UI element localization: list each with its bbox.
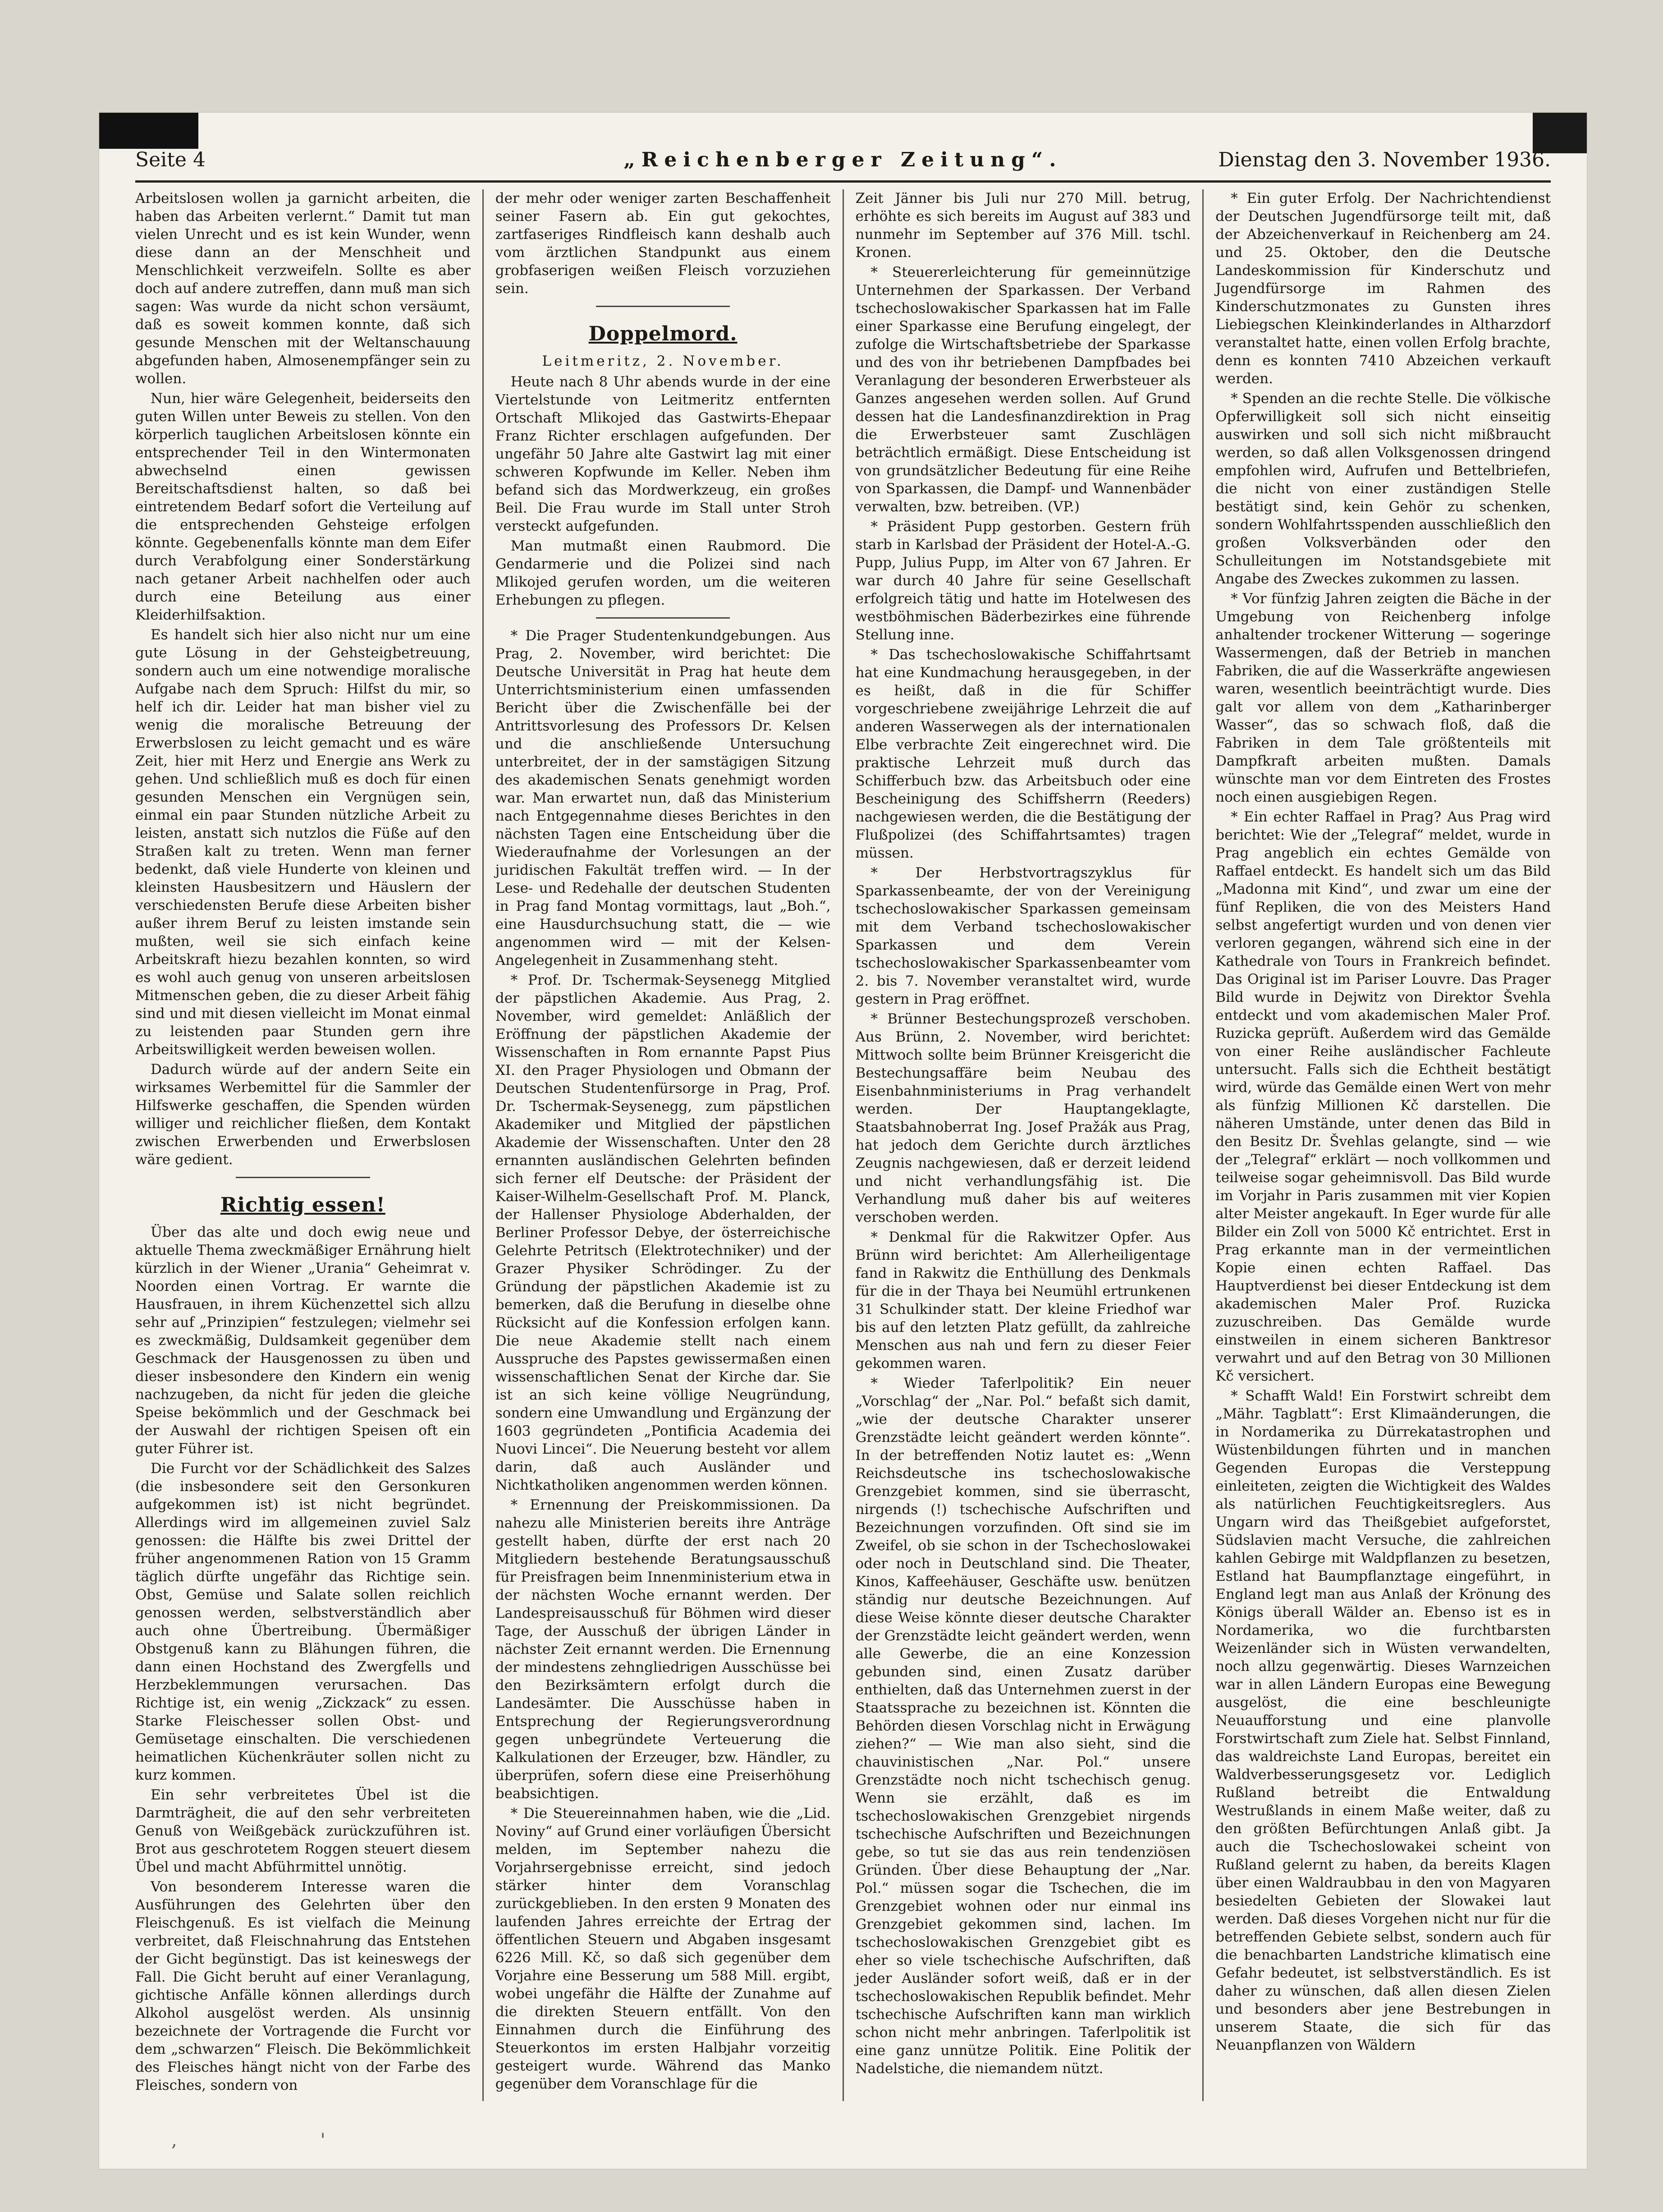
news-item: * Ein echter Raffael in Prag? Aus Prag wird berichtet: Wie der „Telegraf“ meldet, wurde in Prag angeblich ein echtes Gemälde von Raffael entdeckt. Es handelt sich um das Bild „Madonna mit Kind“, und zwar um eine der fünf Repliken, die von des Meisters Hand selbst angefertigt wurden und von denen vier verloren gegangen, während sich eine in der Kathedrale von Tours in Frankreich befindet. Das Original ist im Pariser Louvre. Das Prager Bild wurde in Dejwitz von Direktor Švehla entdeckt und vom akademischen Maler Prof. Ruzicka geprüft. Außerdem wird das Gemälde von einer Reihe ausländischer Fachleute untersucht. Falls sich die Echtheit bestätigt wird, würde das Gemälde einen Wert von mehr als fünfzig Millionen Kč darstellen. Die näheren Umstände, unter denen das Bild in den Besitz Dr. Švehlas gelangte, sind — wie der „Telegraf“ erklärt — noch vollkommen und teilweise sogar geheimnisvoll. Das Bild wurde im Vorjahr in Paris zusammen mit vier Kopien alter Meister angekauft. In Eger wurde für alle Bilder ein Zoll von 5000 Kč entrichtet. Erst in Prag erkannte man in der vermeintlichen Kopie einen echten Raffael. Das Hauptverdienst bei dieser Entdeckung ist dem akademischen Maler Prof. Ruzicka zuzuschreiben. Das Gemälde wurde einstweilen in einem sicheren Banktresor verwahrt und auf den Betrag von 30 Millionen Kč versichert. [1215,809,1551,1384]
page-number: Seite 4 [135,148,206,171]
news-item: * Brünner Bestechungsprozeß verschoben. Aus Brünn, 2. November, wird berichtet: Mittwoch sollte beim Brünner Kreisgericht die Bestechungsaffäre beim Neubau des Eisenbahnministeriums in Prag verhandelt werden. Der Hauptangeklagte, Staatsbahnoberrat Ing. Josef Pražák aus Prag, hat jedoch dem Gerichte durch ärztliches Zeugnis nachgewiesen, daß er derzeit leidend und nicht verhandlungsfähig ist. Die Verhandlung muß daher bis auf weiteres verschoben werden. [855,1011,1191,1225]
divider [596,617,730,619]
column-4 [1202,189,1551,2101]
paragraph: Ein sehr verbreitetes Übel ist die Darmträgheit, die auf den sehr verbreiteten Genuß von Weißgebäck zurückzuführen ist. Brot aus geschrotetem Roggen steuert diesem Übel und macht Abführmittel unnötig. [135,1787,471,1875]
news-item: * Die Steuereinnahmen haben, wie die „Lid. Noviny“ auf Grund einer vorläufigen Übersicht melden, im September nahezu die Vorjahrsergebnisse erreicht, sind jedoch stärker hinter dem Voranschlag zurückgeblieben. In den ersten 9 Monaten des laufenden Jahres erreichte der Ertrag der öffentlichen Steuern und Abgaben insgesamt 6226 Mill. Kč, so daß sich gegenüber dem Vorjahre eine Besserung um 588 Mill. ergibt, wobei ungefähr die Hälfte der Zunahme auf die direkten Steuern entfällt. Von den Einnahmen durch die Einführung des Steuerkontos im ersten Halbjahr vorzeitig gesteigert wurde. Während das Manko gegenüber dem Voranschlage für die [495,1805,831,2092]
paragraph: Zeit Jänner bis Juli nur 270 Mill. betrug, erhöhte es sich bereits im August auf 383 und nunmehr im September auf 376 Mill. tschl. Kronen. [855,190,1191,261]
page-header [135,140,1551,183]
paragraph: Nun, hier wäre Gelegenheit, beiderseits den guten Willen unter Beweis zu stellen. Von den körperlich tauglichen Arbeitslosen könnte ein entsprechender Teil in den Wintermonaten abwechselnd einen gewissen Bereitschaftsdienst halten, so daß bei eintretendem Bedarf sofort die Verteilung auf die entsprechenden Gehsteige erfolgen könnte. Gegebenenfalls könnte man dem Eifer durch Verabfolgung einer Sonderstärkung nach getaner Arbeit nachhelfen oder auch durch eine Beteilung aus einer Kleiderhilfsaktion. [135,390,471,623]
news-item: * Vor fünfzig Jahren zeigten die Bäche in der Umgebung von Reichenberg infolge anhaltender trockener Witterung — sogeringe Wassermengen, daß der Betrieb in manchen Fabriken, die auf die Wasserkräfte angewiesen waren, wesentlich beeinträchtigt wurde. Dies galt vor allem von dem „Katharinberger Wasser“, das so schwach floß, daß die Fabriken in dem Tale größtenteils mit Dampfkraft arbeiten mußten. Damals wünschte man vor dem Eintreten des Frostes noch einen ausgiebigen Regen. [1215,591,1551,805]
column-2 [482,189,843,2101]
article-headline: Doppelmord. [588,322,738,345]
dateline: Leitmeritz, 2. November. [542,353,784,369]
masthead: „Reichenberger Zeitung“. [623,148,1063,171]
news-item: * Denkmal für die Rakwitzer Opfer. Aus Brünn wird berichtet: Am Allerheiligentage fand in Rakwitz die Enthüllung des Denkmals für die in der Thaya bei Neumühl ertrunkenen 31 Schulkinder statt. Der kleine Friedhof war bis auf den letzten Platz gefüllt, da zahlreiche Menschen aus nah und fern zu dieser Feier gekommen waren. [855,1229,1191,1372]
news-item: * Wieder Taferlpolitik? Ein neuer „Vorschlag“ der „Nar. Pol.“ befaßt sich damit, „wie der deutsche Charakter unserer Grenzstädte leicht geändert werden könnte“. In der betreffenden Notiz lautet es: „Wenn Reichsdeutsche ins tschechoslowakische Grenzgebiet kommen, sind sie überrascht, nirgends (!) tschechische Aufschriften und Bezeichnungen vorzufinden. Oft sind sie im Zweifel, ob sie schon in der Tschechoslowakei oder noch in Deutschland sind. Die Theater, Kinos, Kaffeehäuser, Geschäfte usw. benützen ständig nur deutsche Bezeichnungen. Auf diese Weise könnte dieser deutsche Charakter der Grenzstädte leicht geändert werden, wenn alle Gewerbe, die an eine Konzession gebunden sind, einen Zusatz darüber enthielten, daß das Unternehmen zuerst in der Staatssprache zu bezeichnen ist. Könnten die Behörden diesen Vorschlag nicht in Erwägung ziehen?“ — Wie man also sieht, sind die chauvinistischen „Nar. Pol.“ unsere Grenzstädte noch nicht tschechisch genug. Wenn sie erzählt, daß es im tschechoslowakischen Grenzgebiet nirgends tschechische Aufschriften und Bezeichnungen gebe, so tut sie das aus rein tendenziösen Gründen. Über diese Behauptung der „Nar. Pol.“ müssen sogar die Tschechen, die im Grenzgebiet wohnen oder nur einmal ins Grenzgebiet gekommen sind, lachen. Im tschechoslowakischen Grenzgebiet gibt es eher so viele tschechische Aufschriften, daß jeder Ausländer sofort weiß, daß er in der tschechoslowakischen Republik befindet. Mehr tschechische Aufschriften kann man wirklich schon nicht mehr anbringen. Taferlpolitik ist eine ganz unnütze Politik. Eine Politik der Nadelstiche, die niemandem nützt. [855,1375,1191,2077]
scan-marks: , ' [171,2130,325,2151]
paragraph: Dadurch würde auf der andern Seite ein wirksames Werbemittel für die Sammler der Hilfswerke geschaffen, die Spenden würden williger und reichlicher fließen, dem Kontakt zwischen Erwerbenden und Erwerbslosen wäre gedient. [135,1061,471,1168]
article-columns [135,189,1551,2101]
news-item: * Schafft Wald! Ein Forstwirt schreibt dem „Mähr. Tagblatt“: Erst Klimaänderungen, die in Nordamerika zu Dürrekatastrophen und Wüstenbildungen führten und in manchen Gegenden Europas die Versteppung einleiteten, zeigten die Wichtigkeit des Waldes als natürlichen Feuchtigkeitsreglers. Aus Ungarn wird das Theißgebiet aufgeforstet, Südslavien macht Versuche, die zahlreichen kahlen Gebirge mit Waldpflanzen zu besetzen, Estland hat Baumpflanztage eingeführt, in England legt man aus Anlaß der Krönung des Königs überall Wälder an. Ebenso ist es in Nordamerika, wo die furchtbarsten Weizenländer sich in Wüsten verwandelten, noch allzu gegenwärtig. Dieses Warnzeichen war in allen Ländern Europas eine Bewegung ausgelöst, die eine beschleunigte Neuaufforstung und eine planvolle Forstwirtschaft zum Ziele hat. Selbst Finnland, das waldreichste Land Europas, bereitet ein Waldverbesserungsgesetz vor. Lediglich Rußland betreibt die Entwaldung Westrußlands in einem Maße weiter, daß zu den größten Befürchtungen Anlaß gibt. Ja auch die Tschechoslowakei scheint von Rußland gelernt zu haben, da bereits Klagen über einen Waldraubbau in den von Magyaren besiedelten Gebieten der Slowakei laut werden. Daß dieses Vorgehen nicht nur für die betreffenden Gebiete selbst, sondern auch für die benachbarten Landstriche klimatisch eine Gefahr bedeutet, ist selbstverständlich. Es ist daher zu wünschen, daß allen diesen Zielen und besonders aber jene Bestrebungen in unserem Staate, die sich für das Neuanpflanzen von Wäldern [1215,1388,1551,2053]
paragraph: der mehr oder weniger zarten Beschaffenheit seiner Fasern ab. Ein gut gekochtes, zartfaseriges Rindfleisch kann deshalb auch vom ärztlichen Standpunkt aus einem grobfaserigen weißen Fleisch vorzuziehen sein. [495,190,831,297]
divider [236,1177,370,1178]
news-item: * Das tschechoslowakische Schiffahrtsamt hat eine Kundmachung herausgegeben, in der es heißt, daß in die für Schiffer vorgeschriebene zweijährige Lehrzeit die auf anderen Wasserwegen als der internationalen Elbe verbrachte Zeit eingerechnet wird. Die praktische Lehrzeit muß durch das Schifferbuch bzw. das Arbeitsbuch oder eine Bescheinigung des Schiffsherrn (Reeders) nachgewiesen werden, die die Bestätigung der Flußpolizei (des Schiffahrtsamtes) tragen müssen. [855,647,1191,861]
paragraph: Man mutmaßt einen Raubmord. Die Gendarmerie und die Polizei sind nach Mlikojed gerufen worden, um die weiteren Erhebungen zu pflegen. [495,538,831,608]
column-1 [135,189,482,2101]
paragraph: Die Furcht vor der Schädlichkeit des Salzes (die insbesondere seit den Gersonkuren aufgekommen ist) ist nicht begründet. Allerdings wird im allgemeinen zuviel Salz genossen: die Hälfte bis zwei Drittel der früher angenommenen Ration von 15 Gramm täglich dürfte ungefähr das Richtige sein. Obst, Gemüse und Salate sollen reichlich genossen werden, selbstverständlich aber auch ohne Übertreibung. Übermäßiger Obstgenuß kann zu Blähungen führen, die dann einen Hochstand des Zwergfells und Herzbeklemmungen verursachen. Das Richtige ist, ein wenig „Zickzack“ zu essen. Starke Fleischesser sollen Obst- und Gemüsetage einschalten. Die verschiedenen heimatlichen Küchenkräuter sollen nicht zu kurz kommen. [135,1460,471,1783]
newspaper-page [99,113,1587,2169]
divider [596,306,730,307]
paragraph: Heute nach 8 Uhr abends wurde in der eine Viertelstunde von Leitmeritz entfernten Ortschaft Mlikojed das Gastwirts-Ehepaar Franz Richter erschlagen aufgefunden. Der ungefähr 50 Jahre alte Gastwirt lag mit einer schweren Kopfwunde im Keller. Neben ihm befand sich das Mordwerkzeug, ein großes Beil. Die Frau wurde im Stall unter Stroh versteckt aufgefunden. [495,374,831,534]
paragraph: Von besonderem Interesse waren die Ausführungen des Gelehrten über den Fleischgenuß. Es ist vielfach die Meinung verbreitet, daß Fleischnahrung das Entstehen der Gicht begünstigt. Das ist keineswegs der Fall. Die Gicht beruht auf einer Veranlagung, gichtische Anfälle können allerdings durch Alkohol ausgelöst werden. Als unsinnig bezeichnete der Vortragende die Furcht vor dem „schwarzen“ Fleisch. Die Bekömmlichkeit des Fleisches hängt nicht von der Farbe des Fleisches, sondern von [135,1879,471,2093]
news-item: * Ernennung der Preiskommissionen. Da nahezu alle Ministerien bereits ihre Anträge gestellt haben, dürfte der erst nach 20 Mitgliedern bestehende Beratungsausschuß für Preisfragen beim Innenministerium etwa in der nächsten Woche ernannt werden. Der Landespreisausschuß für Böhmen wird dieser Tage, der Ausschuß der übrigen Länder in nächster Zeit ernannt werden. Die Ernennung der mindestens zehngliedrigen Ausschüsse bei den Bezirksämtern erfolgt durch die Landesämter. Die Ausschüsse haben in Entsprechung der Regierungsverordnung gegen unbegründete Verteuerung die Kalkulationen der Erzeuger, bzw. Händler, zu überprüfen, sofern diese eine Preiserhöhung beabsichtigen. [495,1497,831,1802]
news-item: * Prof. Dr. Tschermak-Seysenegg Mitglied der päpstlichen Akademie. Aus Prag, 2. November, wird gemeldet: Anläßlich der Eröffnung der päpstlichen Akademie der Wissenschaften in Rom ernannte Papst Pius XI. den Prager Physiologen und Obmann der Deutschen Studentenfürsorge in Prag, Prof. Dr. Tschermak-Seysenegg, zum päpstlichen Akademiker und Mitglied der päpstlichen Akademie der Wissenschaften. Unter den 28 ernannten ausländischen Gelehrten befinden sich ferner elf Deutsche: der Präsident der Kaiser-Wilhelm-Gesellschaft Prof. M. Planck, der Hallenser Physiologe Abderhalden, der Berliner Professor Debye, der österreichische Gelehrte Petritsch (Elektrotechniker) und der Grazer Physiker Schrödinger. Zu der Gründung der päpstlichen Akademie ist zu bemerken, daß die Berufung in dieselbe ohne Rücksicht auf die Konfession erfolgen kann. Die neue Akademie stellt nach einem Ausspruche des Papstes gewissermaßen einen wissenschaftlichen Senat der Kirche dar. Sie ist an sich keine völlige Neugründung, sondern eine Umwandlung und Ergänzung der 1603 gegründeten „Pontificia Academia dei Nuovi Lincei“. Die Neuerung besteht vor allem darin, daß auch Ausländer und Nichtkatholiken angenommen werden können. [495,972,831,1493]
paragraph: Über das alte und doch ewig neue und aktuelle Thema zweckmäßiger Ernährung hielt kürzlich in der Wiener „Urania“ Geheimrat v. Noorden einen Vortrag. Er warnte die Hausfrauen, in ihrem Küchenzettel sich allzu sehr auf „Prinzipien“ festzulegen; vielmehr sei es zweckmäßig, Duldsamkeit gegenüber dem Geschmack der Hausgenossen zu üben und dieser insbesondere den Kindern ein wenig nachzugeben, da nicht für jeden die gleiche Speise bekömmlich und der Geschmack bei der Auswahl der richtigen Speisen oft ein guter Führer ist. [135,1224,471,1457]
column-3 [843,189,1203,2101]
news-item: * Präsident Pupp gestorben. Gestern früh starb in Karlsbad der Präsident der Hotel-A.-G. Pupp, Julius Pupp, im Alter von 67 Jahren. Er war durch 40 Jahre für seine Gesellschaft erfolgreich tätig und hatte im Hotelwesen des westböhmischen Bäderbezirkes eine führende Stellung inne. [855,519,1191,643]
issue-date: Dienstag den 3. November 1936. [1218,148,1551,171]
paragraph: Es handelt sich hier also nicht nur um eine gute Lösung in der Gehsteigbetreuung, sondern auch um eine notwendige moralische Aufgabe nach dem Spruch: Hilfst du mir, so helf ich dir. Leider hat man bisher viel zu wenig die moralische Betreuung der Erwerbslosen zu leicht gemacht und es wäre Zeit, hier mit Herz und Energie ans Werk zu gehen. Und schließlich muß es doch für einen gesunden Menschen ein Vergnügen sein, einmal ein paar Stunden nützliche Arbeit zu leisten, anstatt sich nutzlos die Füße auf den Straßen kalt zu treten. Wenn man ferner bedenkt, daß viele Hunderte von kleinen und kleinsten Hausbesitzern und Häuslern der verschiedensten Berufe diese Arbeiten bisher außer ihrem Beruf zu leisten imstande sein mußten, weil sie sich einfach keine Arbeitskraft hiezu bezahlen konnten, so wird es wohl auch genug von unseren arbeitslosen Mitmenschen geben, die zu dieser Arbeit fähig sind und mit diesen vielleicht im Monat einmal zu leistenden paar Stunden gern ihre Arbeitswilligkeit werden beweisen wollen. [135,627,471,1058]
news-item: * Spenden an die rechte Stelle. Die völkische Opferwilligkeit soll sich nicht einseitig auswirken und soll sich nicht mißbraucht werden, so daß allen Volksgenossen dringend empfohlen wird, Aufrufen und Bettelbriefen, die nicht von einer zuständigen Stelle bestätigt sind, kein Gehör zu schenken, sondern Wohlfahrtsspenden ausschließlich den großen Volksverbänden oder den Schulleitungen im Notstandsgebiete mit Angabe des Zweckes zukommen zu lassen. [1215,390,1551,587]
news-item: * Ein guter Erfolg. Der Nachrichtendienst der Deutschen Jugendfürsorge teilt mit, daß der Abzeichenverkauf in Reichenberg am 24. und 25. Oktober, den die Deutsche Landeskommission für Kinderschutz und Jugendfürsorge im Rahmen des Kinderschutzmonates zu Gunsten ihres Liebiegschen Kleinkinderlandes in Altharzdorf veranstaltet hatte, einen vollen Erfolg brachte, denn es konnten 7410 Abzeichen verkauft werden. [1215,190,1551,387]
news-item: * Die Prager Studentenkundgebungen. Aus Prag, 2. November, wird berichtet: Die Deutsche Universität in Prag hat heute dem Unterrichtsministerium einen umfassenden Bericht über die Zwischenfälle bei der Antrittsvorlesung des Professors Dr. Kelsen und die anschließende Untersuchung unterbreitet, der in der samstägigen Sitzung des akademischen Senats genehmigt worden war. Man erwartet nun, daß das Ministerium nach Entgegennahme dieses Berichtes in den nächsten Tagen eine Entscheidung über die Wiederaufnahme der Vorlesungen an der juridischen Fakultät treffen wird. — In der Lese- und Redehalle der deutschen Studenten in Prag fand Montag vormittags, laut „Boh.“, eine Hausdurchsuchung statt, die — wie angenommen wird — mit der Kelsen-Angelegenheit in Zusammenhang steht. [495,628,831,968]
article-headline: Richtig essen! [220,1193,385,1216]
paragraph: Arbeitslosen wollen ja garnicht arbeiten, die haben das Arbeiten verlernt.“ Damit tut man vielen Unrecht und es ist kein Wunder, wenn diese dann an der Menschheit und Menschlichkeit verzweifeln. Sollte es aber doch auf andere zutreffen, dann muß man sich sagen: Was wurde da nicht schon versäumt, daß es soweit kommen konnte, daß sich gesunde Menschen mit der Weltanschauung abgefunden haben, Almosenempfänger sein zu wollen. [135,190,471,387]
news-item: * Der Herbstvortragszyklus für Sparkassenbeamte, der von der Vereinigung tschechoslowakischer Sparkassen gemeinsam mit dem Verband tschechoslowakischer Sparkassen und dem Verein tschechoslowakischer Sparkassenbeamter vom 2. bis 7. November veranstaltet wird, wurde gestern in Prag eröffnet. [855,865,1191,1007]
news-item: * Steuererleichterung für gemeinnützige Unternehmen der Sparkassen. Der Verband tschechoslowakischer Sparkassen hat im Falle einer Sparkasse eine Berufung eingelegt, der zufolge die Wirtschaftsbetriebe der Sparkasse und des von ihr betriebenen Dampfbades bei Veranlagung der besonderen Erwerbsteuer als Ganzes angesehen werden sollen. Auf Grund dessen hat die Landesfinanzdirektion in Prag die Erwerbsteuer samt Zuschlägen beträchtlich ermäßigt. Diese Entscheidung ist von grundsätzlicher Bedeutung für eine Reihe von Sparkassen, die Dampf- und Wannenbäder verwalten, bzw. betreiben. (VP.) [855,264,1191,515]
